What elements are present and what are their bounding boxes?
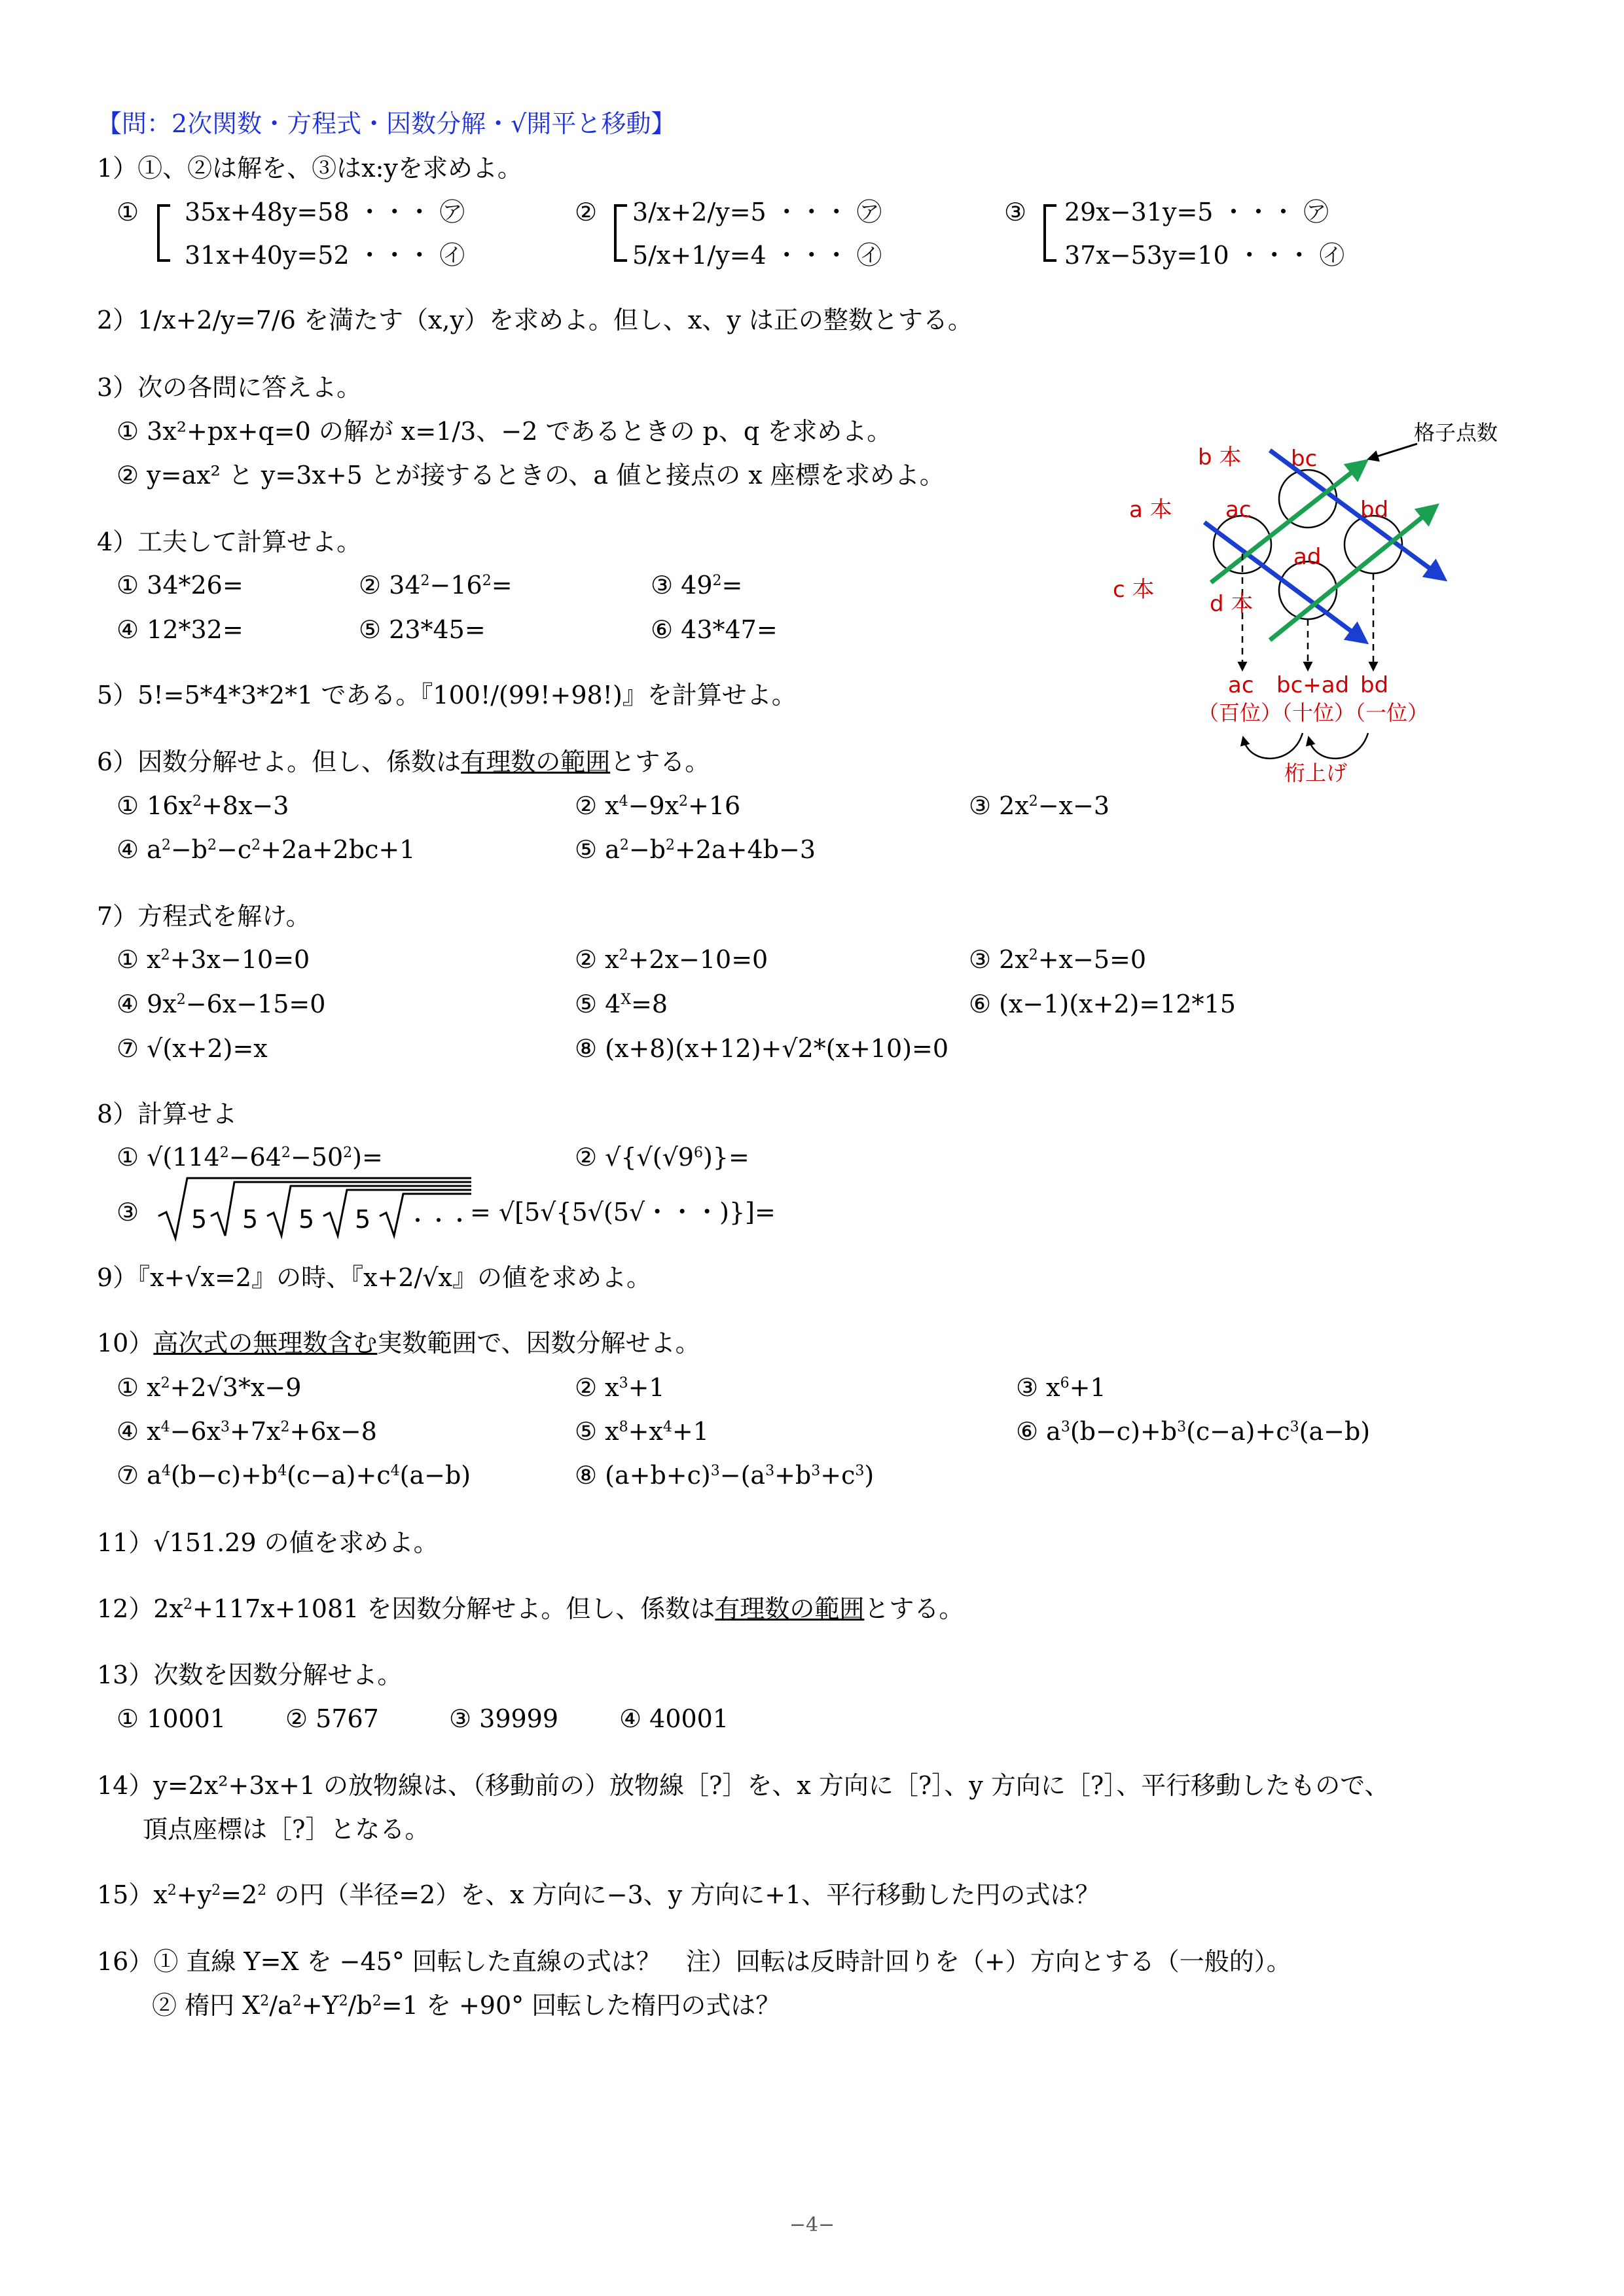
result-ac: ac	[1228, 672, 1254, 698]
q10-item-5: ⑤ $x^8+x^4+1$	[575, 1417, 709, 1446]
q1-2-mark: ②	[575, 198, 598, 226]
radicand-2: 5	[242, 1205, 259, 1234]
q4-item-6: ⑥ 43*47=	[651, 615, 778, 644]
label-d-hon: d 本	[1210, 591, 1254, 617]
q6-item-1: ① $16x^2+8x-3$	[117, 791, 289, 820]
q3-text: 3）次の各問に答えよ。	[97, 373, 362, 402]
nested-radical	[156, 1173, 477, 1246]
q6-item-4: ④ $a^2-b^2-c^2+2a+2bc+1$	[117, 835, 416, 864]
q7-item-4: ④ $9x^2-6x-15=0$	[117, 990, 326, 1018]
q15-text: $15)x^2+y^2=2^2$ の円（半径=2）を、x 方向に−3、y 方向に+1、平行移動した円の式は？	[97, 1880, 1100, 1909]
result-bd: bd	[1360, 672, 1389, 698]
arrow-koshi	[1371, 444, 1417, 458]
q10-item-1: ① $x^2+2√3*x-9$	[117, 1373, 302, 1402]
label-bc: bc	[1291, 446, 1318, 472]
radicand-4: 5	[355, 1205, 371, 1234]
q5-text: 5）5!=5*4*3*2*1 である。『100!/(99!+98!)』を計算せよ。	[97, 681, 797, 709]
blue-line-a	[1204, 522, 1362, 639]
q10-item-8: ⑧ $(a+b+c)^3-(a^3+b^3+c^3)$	[575, 1461, 875, 1490]
q1-3-brace-bottom	[1043, 229, 1056, 262]
crossing-lines-diagram	[1100, 393, 1519, 812]
q7-item-7: ⑦ √(x+2)=x	[117, 1034, 268, 1063]
q13-item-1: ① 10001	[117, 1704, 226, 1733]
label-koshi: 格子点数	[1414, 420, 1498, 445]
q1-text: 1）①、②は解を、③はx:yを求めよ。	[97, 154, 522, 183]
carry-arrow-1	[1309, 733, 1368, 759]
q1-2-eq-a: 3/x+2/y=5 ・・・ ㋐	[632, 198, 882, 226]
q13-text: 13）次数を因数分解せよ。	[97, 1660, 403, 1689]
q13-item-3: ③ 39999	[449, 1704, 559, 1733]
q8-item-1: ① $√(114^2-64^2-50^2)=$	[117, 1143, 383, 1172]
radicand-3: 5	[298, 1205, 315, 1234]
q9-text: 9）『x+√x=2』の時、『x+2/√x』の値を求めよ。	[97, 1263, 652, 1292]
q1-1-mark: ①	[117, 198, 139, 226]
q8-item-3-mark: ③	[117, 1198, 139, 1227]
q1-3-mark: ③	[1004, 198, 1027, 226]
q1-1-eq-a: 35x+48y=58 ・・・ ㋐	[185, 198, 465, 226]
q6-text: 6）因数分解せよ。但し、係数は有理数の範囲とする。	[97, 747, 710, 776]
q4-item-1: ① 34*26=	[117, 571, 244, 600]
q4-item-4: ④ 12*32=	[117, 615, 244, 644]
q7-item-1: ① $x^2+3x-10=0$	[117, 945, 310, 974]
q10-item-4: ④ $x^4-6x^3+7x^2+6x-8$	[117, 1417, 377, 1446]
q10-item-6: ⑥ $a^3(b-c)+b^3(c-a)+c^3(a-b)$	[1016, 1417, 1371, 1446]
page-title: 【問：2次関数・方程式・因数分解・√開平と移動】	[97, 109, 676, 138]
place-ones: （一位）	[1344, 700, 1429, 725]
page-number: −4−	[789, 2214, 835, 2236]
q7-item-6: ⑥ (x−1)(x+2)=12*15	[969, 990, 1236, 1018]
q1-1-eq-b: 31x+40y=52 ・・・ ㋑	[185, 241, 465, 270]
q7-text: 7）方程式を解け。	[97, 902, 311, 931]
q11-text: 11）√151.29 の値を求めよ。	[97, 1528, 439, 1557]
q8-text: 8）計算せよ	[97, 1100, 238, 1128]
green-line-d	[1270, 509, 1432, 640]
result-bcad: bc+ad	[1276, 672, 1350, 698]
q7-item-3: ③ $2x^2+x-5=0$	[969, 945, 1147, 974]
label-carry: 桁上げ	[1284, 761, 1348, 785]
q10-item-7: ⑦ $a^4(b-c)+b^4(c-a)+c^4(a-b)$	[117, 1461, 471, 1490]
radicand-dots: ・・・	[407, 1208, 471, 1233]
q16-line-2: ② 楕円 $X^2/a^2+Y^2/b^2=1$ を +90° 回転した楕円の式は？	[152, 1991, 781, 2020]
label-ac: ac	[1225, 497, 1252, 523]
q6-item-3: ③ $2x^2-x-3$	[969, 791, 1110, 820]
q7-item-5: ⑤ $4^X=8$	[575, 990, 668, 1018]
q4-item-5: ⑤ 23*45=	[359, 615, 486, 644]
q4-text: 4）工夫して計算せよ。	[97, 528, 362, 556]
q1-1-brace-bottom	[157, 229, 170, 262]
q7-item-2: ② $x^2+2x-10=0$	[575, 945, 768, 974]
place-hundreds: （百位）	[1198, 700, 1282, 725]
q13-item-2: ② 5767	[285, 1704, 379, 1733]
carry-arrow-2	[1244, 733, 1303, 759]
label-bd: bd	[1360, 497, 1389, 523]
q16-line-1: 16）① 直線 Y=X を −45° 回転した直線の式は？ 注）回転は反時計回りを（+）方向とする（一般的）。	[97, 1947, 1291, 1976]
q12-text: $12)2x^2+117x+1081$ を因数分解せよ。但し、係数は有理数の範囲とする。	[97, 1594, 964, 1623]
q10-item-3: ③ $x^6+1$	[1016, 1373, 1106, 1402]
q1-2-brace-bottom	[614, 229, 627, 262]
label-c-hon: c 本	[1113, 577, 1155, 603]
q4-item-3: ③ $49^2=$	[651, 571, 743, 600]
q13-item-4: ④ 40001	[619, 1704, 729, 1733]
q6-item-5: ⑤ $a^2-b^2+2a+4b-3$	[575, 835, 816, 864]
q6-item-2: ② $x^4-9x^2+16$	[575, 791, 741, 820]
place-tens: （十位）	[1271, 700, 1356, 725]
q3-item-2: ② y=ax² と y=3x+5 とが接するときの、a 値と接点の x 座標を求めよ。	[117, 461, 945, 490]
q10-text: 10）高次式の無理数含む実数範囲で、因数分解せよ。	[97, 1329, 700, 1357]
q1-3-eq-a: 29x−31y=5 ・・・ ㋐	[1064, 198, 1329, 226]
radicand-1: 5	[191, 1205, 208, 1234]
q3-item-1: ① 3x²+px+q=0 の解が x=1/3、−2 であるときの p、q を求めよ。	[117, 417, 892, 446]
q4-item-2: ② $34^2-16^2=$	[359, 571, 513, 600]
green-line-c	[1211, 465, 1362, 583]
q8-item-2: ② $√\{√(√9^6)\}=$	[575, 1143, 749, 1172]
q7-item-8: ⑧ (x+8)(x+12)+√2*(x+10)=0	[575, 1034, 949, 1063]
q10-item-2: ② $x^3+1$	[575, 1373, 665, 1402]
label-ad: ad	[1293, 544, 1322, 570]
q2-text: 2）1/x+2/y=7/6 を満たす（x,y）を求めよ。但し、x、y は正の整数とする。	[97, 306, 973, 334]
q1-2-eq-b: 5/x+1/y=4 ・・・ ㋑	[632, 241, 882, 270]
label-a-hon: a 本	[1129, 497, 1172, 523]
q1-3-eq-b: 37x−53y=10 ・・・ ㋑	[1064, 241, 1344, 270]
q8-item-3-equation: = √[5√{5√(5√・・・)}]=	[470, 1198, 776, 1227]
q14-line-1: 14）y=2x²+3x+1 の放物線は、（移動前の）放物線［?］を、x 方向に［?］、y 方向に［?］、平行移動したもので、	[97, 1771, 1390, 1800]
label-b-hon: b 本	[1198, 444, 1242, 471]
q14-line-2: 頂点座標は［?］となる。	[143, 1815, 430, 1844]
